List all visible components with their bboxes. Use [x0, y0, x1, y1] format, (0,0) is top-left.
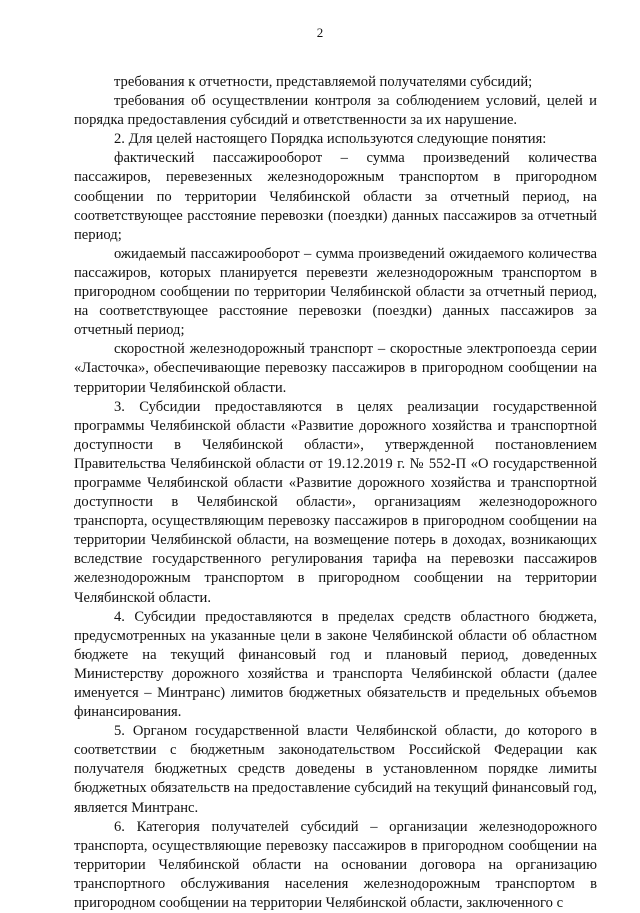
paragraph-expected-passenger-turnover: ожидаемый пассажирооборот – сумма произведений ожидаемого количества пассажиров, которых планируется перевезти железнодорожным транспортом в пригородном сообщении по территории Челябинской области за отчетный период, на соответствующее расстояние перевозки (поездки) данных пассажиров за отчетный период;	[74, 245, 597, 339]
paragraph-budget-limits: 4. Субсидии предоставляются в пределах средств областного бюджета, предусмотренных на указанные цели в законе Челябинской области об областном бюджете на текущий финансовый год и плановый период, доведенных Министерству дорожного хозяйства и транспорта Челябинской области (далее именуется – Минтранс) лимитов бюджетных обязательств и предельных объемов финансирования.	[74, 608, 597, 721]
page-number: 2	[316, 25, 324, 40]
paragraph-subsidy-purpose: 3. Субсидии предоставляются в целях реализации государственной программы Челябинской области «Развитие дорожного хозяйства и транспортной доступности в Челябинской области», утвержденной постановлением Правительства Челябинской области от 19.12.2019 г. № 552-П «О государственной программе Челябинской области «Развитие дорожного хозяйства и транспортной доступности в Челябинской области», организациям железнодорожного транспорта, осуществляющим перевозку пассажиров в пригородном сообщении на территории Челябинской области, на возмещение потерь в доходах, возникающих вследствие государственного регулирования тарифа на перевозки пассажиров железнодорожным транспортом в пригородном сообщении на территории Челябинской области.	[74, 398, 597, 606]
paragraph-authority: 5. Органом государственной власти Челябинской области, до которого в соответствии с бюджетным законодательством Российской Федерации как получателя бюджетных средств доведены в установленном порядке лимиты бюджетных обязательств на предоставление субсидий на текущий финансовый год, является Минтранс.	[74, 723, 597, 816]
document-body	[74, 73, 597, 913]
paragraph-definitions-intro: 2. Для целей настоящего Порядка используются следующие понятия:	[114, 131, 547, 148]
paragraph-actual-passenger-turnover: фактический пассажирооборот – сумма произведений количества пассажиров, перевезенных железнодорожным транспортом в пригородном сообщении по территории Челябинской области за отчетный период, на соответствующее расстояние перевозки (поездки) данных пассажиров за отчетный период;	[74, 150, 597, 243]
paragraph-control-requirements: требования об осуществлении контроля за соблюдением условий, целей и порядка предоставления субсидий и ответственности за их нарушение.	[74, 93, 597, 129]
paragraph-high-speed-rail: скоростной железнодорожный транспорт – скоростные электропоезда серии «Ласточка», обеспечивающие перевозку пассажиров в пригородном сообщении на территории Челябинской области.	[74, 341, 597, 396]
paragraph-reporting-requirements: требования к отчетности, представляемой получателями субсидий;	[114, 74, 533, 90]
paragraph-recipient-category: 6. Категория получателей субсидий – организации железнодорожного транспорта, осуществляющие перевозку пассажиров в пригородном сообщении на территории Челябинской области на основании договора на организацию транспортного обслуживания населения железнодорожным транспортом в пригородном сообщении на территории Челябинской области, заключенного с	[74, 818, 597, 912]
